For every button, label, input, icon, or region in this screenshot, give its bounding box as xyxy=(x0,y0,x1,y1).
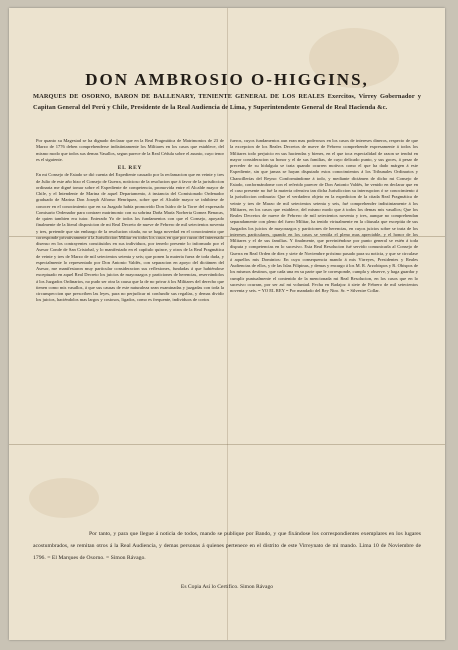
left-column xyxy=(36,138,224,304)
document-sheet xyxy=(9,8,445,640)
paper-stain xyxy=(29,478,99,518)
body-paragraph-right: fueros, cuyos fundamentos aun eran mas poderosos en los casos de intereses dineros, respecto de que la excepcion de los Reales Decretos de nueve de Febrero comprehende expresamente á todos los Militares todo perjuicio en sus haciendas y bienes, en el que toca especialidad de razon se tendrá en mayor consideracion su honor y el de sus familias, de cuyo delicado punto, y sus goces, á pesar de preceder de su hidalguía se trata quando ocurren motivos como el que ha dado márgen á este Expediente, sin que jamas se hayan disputado estos conocimientos á los Tribunales Ordinarios y Chancillerías del Reyno: Conformándome á todo, y mediante dictámen de dicho mi Consejo de Estado, conformándome con el referido parecer de Don Antonio Valdés, he venido en declarar que en el caso presente no fué la materia ofensiva tan dicha Jurisdiccion su interrupcion ó se conocimiento á la jurisdiccion ordinaria: Que el verdadero objeto en la expedicion de la citada Real Pragmática de veinte y tres de Marzo de mil setecientos setenta y seis, fué comprehender indistintamente á los Militares, en los casos que establece, del mismo modo que á todos los demas mis vasallos; Que los Reales Decretos de nueve de Febrero de mil setecientos noventa y tres, aunque no comprehendan separadamente con pleno del fuero Militar, ha tenido virtualmente en la cláusula que exceptúa de sus Juzgados los juicios de mayorazgos y particiones de herencias, en cuyos juicios sobre se trata de los intereses particulares, quando en los casos se ventila el pleno mas apreciable, y el honor de los Militares y el de sus familias. Y finalmente, que previniéndose por punto general se estén á toda disputa y competencias en lo sucesivo. Esta Real Resolucion fué servido comunicarla al Consejo de Guerra en Real Orden de diez y siete de Noviembre próximo pasado para su noticia, y que se circulase á aquellos mis Dominios: En cuya consequencia mando á mis Virreyes, Presidentes y Reales Audiencias de ellos, y de las Islas Filipinas, y demas y encargo á los M. R. Arzobispos y R. Obispos de los mismos destinos, que cada una en su parte que le corresponde, cumpla y observe, y haga guardar y cumplir puntualmente el contenido de la mencionada mi Real Resolucion, en los casos que en lo sucesivo ocurran, por ser así mi voluntad. Fecha en Badajoz á siete de Febrero de mil setecientos noventa y seis. = YO EL REY = Por mandado del Rey Ntro. Sr. = Silvestre Collar. xyxy=(230,138,418,293)
document-subtitle: MARQUES DE OSORNO, BARON DE BALLENARY, TENIENTE GENERAL DE LOS REALES Exercitos, Virrey Gobernador y Capitan General del Perú y Chile, Presidente de la Real Audiencia de Lima, y Superintendente General de Real Hacienda &c. xyxy=(33,93,421,111)
body-paragraph-left: En mi Consejo de Estado se dió cuenta del Expediente causado por la reclamacion que en veinte y tres de Julio de este año hizo el Consejo de Guerra, noticioso de la resolucion que á favor de la jurisdiccion ordinaria me digné tomar sobre el Expediente de competencia, promovida entre el Alcalde mayor de Chile, y el Intendente de Marina de aquel Departamento, á instancia del Comisionado Ordenador graduado de Marina Don Joseph Alfonso Henríquez, sobre que el Alcalde mayor se inhibiese de conocer en el conocimiento que en su Juzgado había promovido Don Isidro de la Torre del expresado Comisario Ordenador para contraer matrimonio con su sobrina Doña María Norberta Gomez Benacas, de quien tambien era tutor. Enterado Yo de todos los fundamentos con que el Consejo, apoyado finalmente de la literal disposicion de mi Real Decreto de nueve de Febrero de mil setecientos noventa y tres, pretende que sin embargo de la resolucion citada, no se haga novedad en el conocimiento que corresponde privativamente á la Jurisdiccion Militar en todos los casos en que por razon del interesado disenso en los contrayentes constituidos en sus individuos, por tenerlo presente lo informado por el Asesor Conde de San Cristobal, y lo manifestado en el capítulo quince, y otros de la Real Pragmática de veinte y tres de Marzo de mil setecientos setenta y seis; que ponen la materia fuera de toda duda, y especialmente lo representado por Don Antonio Valdés, con separacion en apoyo del dictámen del Asesor, me manifestaron muy particular consideracion sus reflexiones, fundadas á que habiéndose exceptuado en aquel Real Decreto los juicios de mayorazgos y particiones de herencias, reservándolos á los Juzgados Ordinarios, no pudo ser otra la causa que la de no privar á los Militares del derecho que tienen como mis vasallos, á que sus causas de este naturaleza sean examinadas y juzgadas con toda la circunspeccion que prescriben las leyes, para no perjudicar ni confundir sus regalías, y demas dividir los juicios, haciéndolos mas largos y costosos, ligados, como es frequente, individuos de cortos xyxy=(36,172,224,303)
document-title: DON AMBROSIO O-HIGGINS, xyxy=(85,70,369,89)
closing-paragraph: Por tanto, y para que llegue á noticia de todos, mando se publique por Bando, y que fixándose los correspondientes exemplares en los lugares acostumbrados, se remitan otros á la Real Audiencia, y demas personas á quienes pertenece en el distrito de este Virreynato de mi mando. Lima 10 de Noviembre de 1796. = El Marques de Osorno. = Simon Rávago. xyxy=(33,531,421,561)
right-column xyxy=(230,138,418,294)
el-rey-heading: EL REY xyxy=(117,165,143,171)
intro-paragraph: Por quanto su Magestad se ha dignado declarar que en la Real Pragmática de Matrimonios de 23 de Marzo de 1776 deben comprehenderse indistintamente los Militares en los casos que establece, del mismo modo que todos sus demas Vasallos, segun parece de la Real Cédula sobre el asunto, cuyo tenor es el siguiente. xyxy=(36,138,224,162)
certification-line: Es Copia Así lo Certifico. Simon Rávago xyxy=(180,584,274,590)
